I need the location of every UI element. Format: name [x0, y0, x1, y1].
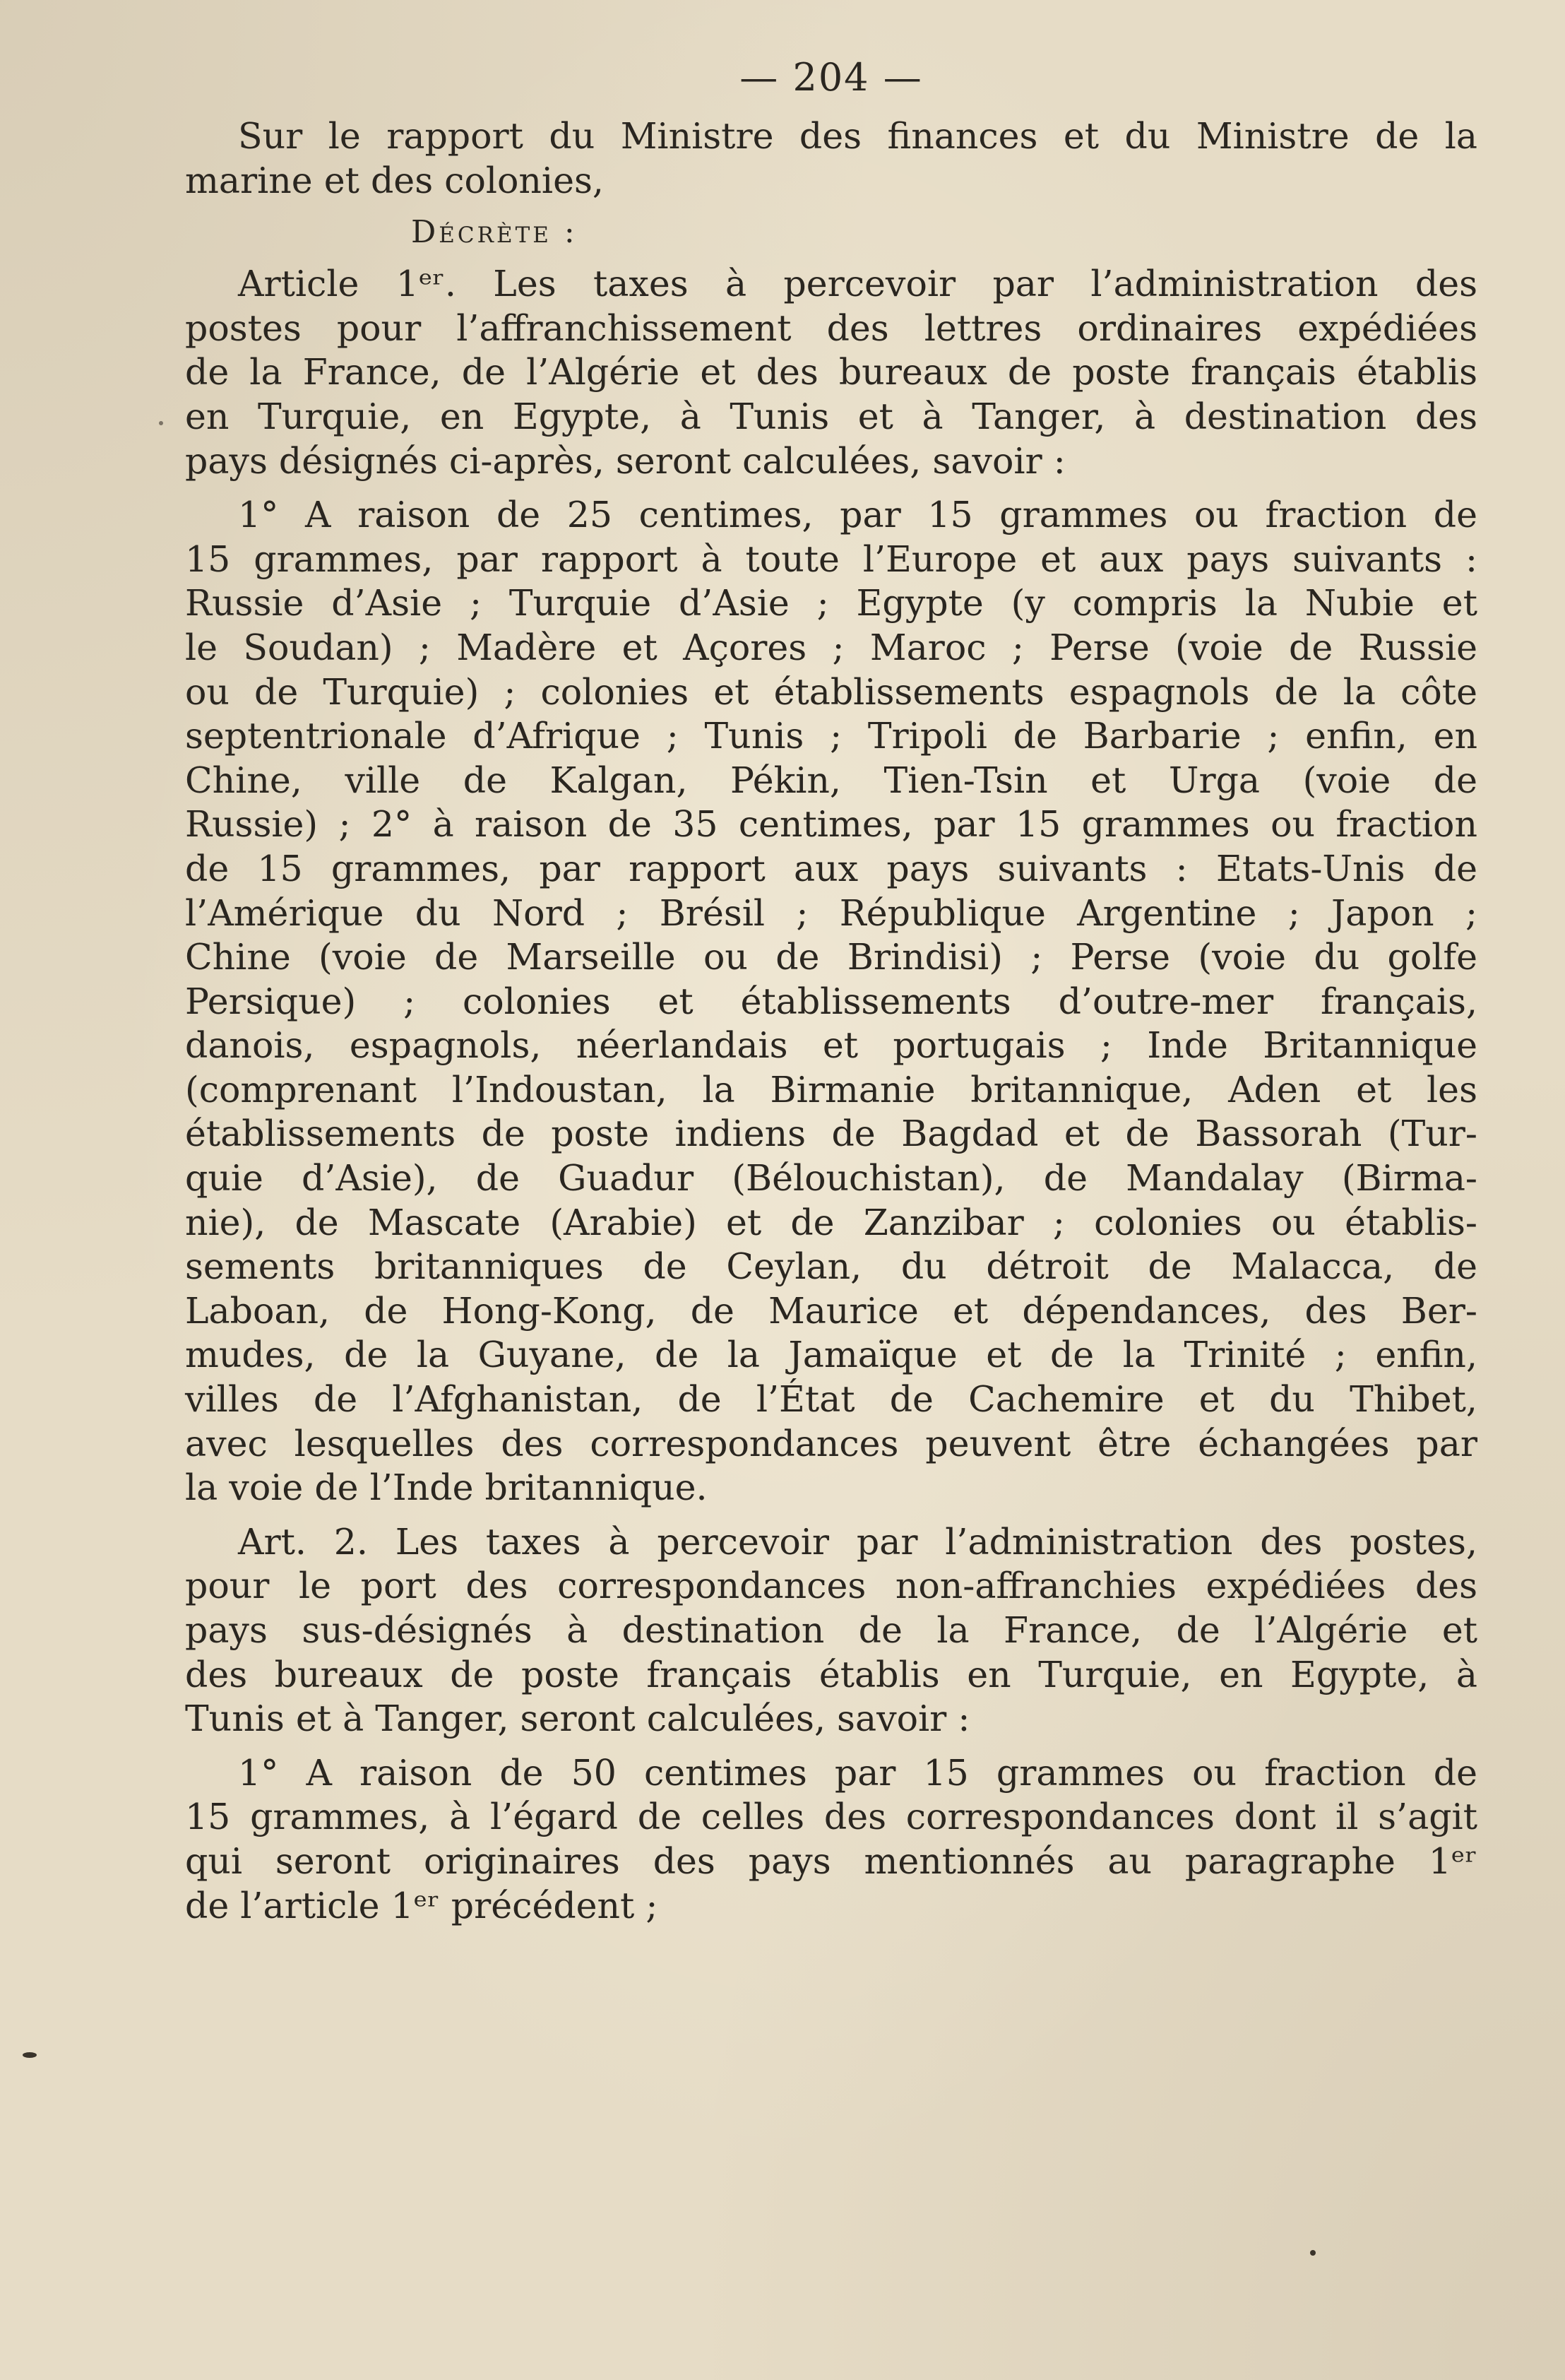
text-line: avec lesquelles des correspondances peuvent être échangées par — [185, 1422, 1477, 1464]
text-line: 15 grammes, par rapport à toute l’Europe et aux pays suivants : — [185, 538, 1477, 580]
text-line: Laboan, de Hong-Kong, de Maurice et dépendances, des Ber- — [185, 1289, 1477, 1332]
text-line: 1° A raison de 50 centimes par 15 grammes ou fraction de — [238, 1751, 1477, 1794]
text-line: en Turquie, en Egypte, à Tunis et à Tanger, à destination des — [185, 395, 1477, 437]
text-line: de 15 grammes, par rapport aux pays suivants : Etats-Unis de — [185, 847, 1477, 889]
text-line: pays sus-désignés à destination de la France, de l’Algérie et — [185, 1609, 1477, 1651]
text-line: l’Amérique du Nord ; Brésil ; République Argentine ; Japon ; — [185, 892, 1477, 934]
text-line: nie), de Mascate (Arabie) et de Zanzibar ; colonies ou établis- — [185, 1201, 1477, 1243]
text-line: ou de Turquie) ; colonies et établissements espagnols de la côte — [185, 670, 1477, 713]
text-line: qui seront originaires des pays mentionnés au paragraphe 1ᵉʳ — [185, 1840, 1477, 1882]
text-line: mudes, de la Guyane, de la Jamaïque et de la Trinité ; enfin, — [185, 1334, 1477, 1376]
text-line: 1° A raison de 25 centimes, par 15 grammes ou fraction de — [238, 494, 1477, 536]
text-line: le Soudan) ; Madère et Açores ; Maroc ; Perse (voie de Russie — [185, 626, 1477, 668]
article-1-paragraph — [185, 262, 1477, 483]
text-line: Chine (voie de Marseille ou de Brindisi) ; Perse (voie du golfe — [185, 936, 1477, 978]
text-line: Chine, ville de Kalgan, Pékin, Tien-Tsin et Urga (voie de — [185, 759, 1477, 801]
text-line: pays désignés ci-après, seront calculées, savoir : — [185, 439, 1066, 482]
paper-speck — [1310, 2250, 1316, 2256]
text-line: de la France, de l’Algérie et des bureaux de poste français établis — [185, 351, 1477, 393]
text-line: quie d’Asie), de Guadur (Bélouchistan), de Mandalay (Birma- — [185, 1157, 1477, 1200]
text-line: 15 grammes, à l’égard de celles des correspondances dont il s’agit — [185, 1796, 1477, 1838]
text-line: Sur le rapport du Ministre des finances et du Ministre de la — [238, 115, 1477, 157]
paper-speck — [23, 2052, 37, 2058]
text-line: villes de l’Afghanistan, de l’État de Cachemire et du Thibet, — [185, 1378, 1477, 1421]
article-2-paragraph — [185, 1520, 1477, 1741]
document-page — [185, 49, 1477, 1928]
text-line: Russie) ; 2° à raison de 35 centimes, par 15 grammes ou fraction — [185, 803, 1477, 846]
text-line: pour le port des correspondances non-affranchies expédiées des — [185, 1565, 1477, 1607]
article-1-rates-paragraph — [185, 493, 1477, 1510]
text-line: septentrionale d’Afrique ; Tunis ; Tripoli de Barbarie ; enfin, en — [185, 715, 1477, 757]
text-line: la voie de l’Inde britannique. — [185, 1467, 708, 1509]
page-number: — 204 — — [739, 55, 923, 100]
text-line: sements britanniques de Ceylan, du détroit de Malacca, de — [185, 1245, 1477, 1288]
decree-heading: Décrète : — [411, 214, 578, 251]
text-line: danois, espagnols, néerlandais et portugais ; Inde Britannique — [185, 1024, 1477, 1067]
text-line: de l’article 1ᵉʳ précédent ; — [185, 1884, 658, 1926]
text-line: établissements de poste indiens de Bagdad et de Bassorah (Tur- — [185, 1113, 1477, 1155]
text-line: (comprenant l’Indoustan, la Birmanie britannique, Aden et les — [185, 1068, 1477, 1111]
article-2-rates-paragraph — [185, 1751, 1477, 1928]
paper-speck — [159, 421, 163, 425]
text-line: Art. 2. Les taxes à percevoir par l’administration des postes, — [238, 1520, 1477, 1563]
text-line: Tunis et à Tanger, seront calculées, savoir : — [185, 1698, 970, 1740]
text-line: postes pour l’affranchissement des lettres ordinaires expédiées — [185, 307, 1477, 349]
text-line: Article 1ᵉʳ. Les taxes à percevoir par l’administration des — [238, 263, 1477, 305]
text-line: marine et des colonies, — [185, 159, 604, 201]
text-line: Persique) ; colonies et établissements d’outre-mer français, — [185, 980, 1477, 1022]
text-line: des bureaux de poste français établis en Turquie, en Egypte, à — [185, 1653, 1477, 1695]
text-line: Russie d’Asie ; Turquie d’Asie ; Egypte (y compris la Nubie et — [185, 582, 1477, 624]
intro-paragraph — [185, 114, 1477, 203]
